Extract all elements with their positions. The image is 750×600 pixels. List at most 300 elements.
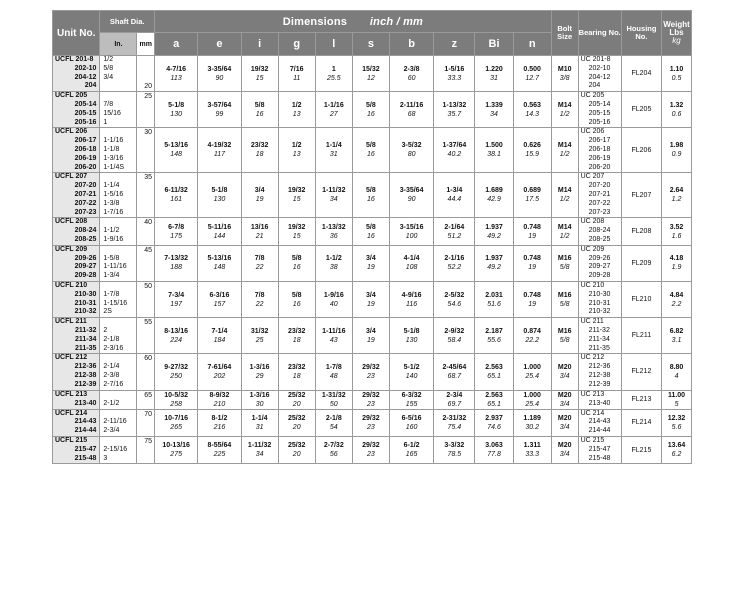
dim-cell-n: [513, 281, 551, 317]
dim-inch-value: 25/32: [287, 414, 306, 422]
dim-mm-value: 16: [366, 110, 375, 118]
table-row: [53, 318, 692, 354]
unit-no: 204: [84, 82, 97, 90]
bolt-inch: 3/4: [559, 372, 570, 380]
unit-no-cell: [53, 173, 100, 218]
shaft-inch: [100, 92, 136, 101]
unit-no: 210-30: [74, 290, 97, 298]
dim-inch-value: 19/32: [250, 65, 269, 73]
dim-inch-value: 1.937: [485, 255, 503, 263]
bearing-no-cell: [578, 92, 621, 128]
table-body: [53, 56, 692, 464]
unit-no: UCFL 212: [55, 354, 88, 362]
unit-no: 215-48: [74, 454, 97, 462]
dim-cell-s: [352, 318, 389, 354]
bearing-no-header: Bearing No.: [578, 11, 621, 56]
dim-inch-value: 29/32: [362, 363, 380, 371]
unit-no: 211-35: [74, 344, 97, 352]
unit-no: 204-12: [74, 73, 97, 81]
dim-cell-g: [278, 318, 315, 354]
dim-inch-value: 1-3/16: [249, 391, 270, 399]
unit-no: 209-27: [74, 263, 97, 271]
shaft-inch-cell: [100, 281, 137, 317]
weight-kg: 6.2: [671, 451, 682, 459]
dim-inch-value: 1-3/4: [446, 187, 463, 195]
bolt-metric: M16: [557, 291, 572, 299]
bearing-no-cell: [578, 318, 621, 354]
dim-cell-n: [513, 92, 551, 128]
bearing-no: 205-15: [588, 109, 611, 117]
dim-inch-value: 25/32: [287, 442, 306, 450]
housing-no: FL210: [621, 281, 661, 317]
unit-no-cell: [53, 409, 100, 436]
weight-lbs: 2.64: [669, 187, 684, 195]
housing-no: FL209: [621, 245, 661, 281]
unit-no: 210-31: [74, 299, 97, 307]
dim-inch-value: 1-9/16: [323, 291, 344, 299]
dim-mm-value: 197: [170, 300, 182, 308]
dim-inch-value: 9-27/32: [164, 363, 189, 371]
dim-mm-value: 34: [329, 196, 338, 204]
shaft-inch: 1-5/16: [103, 190, 124, 198]
shaft-inch-cell: [100, 409, 137, 436]
dim-cell-e: [198, 318, 241, 354]
dim-inch-value: 1-37/64: [442, 142, 467, 150]
bearing-no: 207-22: [588, 199, 611, 207]
dim-cell-a: [155, 354, 198, 390]
dim-mm-value: 40: [329, 300, 338, 308]
dim-inch-value: 2-45/64: [442, 363, 467, 371]
dim-mm-value: 116: [406, 300, 418, 308]
weight-lbs: 4.84: [669, 291, 684, 299]
dim-mm-value: 49.2: [487, 232, 501, 240]
dim-mm-value: 19: [528, 232, 537, 240]
dim-cell-bi: [475, 218, 513, 245]
unit-no: 205-14: [74, 100, 97, 108]
dim-cell-n: [513, 173, 551, 218]
dim-cell-n: [513, 354, 551, 390]
shaft-inch: [100, 410, 136, 419]
weight-kg: 3.1: [671, 336, 682, 344]
bearing-no: 214-43: [588, 418, 611, 426]
dim-mm-value: 224: [170, 336, 182, 344]
bolt-metric: M20: [557, 363, 572, 371]
unit-no: 207-23: [74, 208, 97, 216]
bearing-no: 204: [588, 82, 601, 90]
bolt-inch: 1/2: [559, 110, 570, 118]
weight-unit: kg: [672, 36, 681, 45]
dim-inch-value: 4-9/16: [401, 291, 422, 299]
dim-inch-value: 2.187: [485, 327, 503, 335]
dim-mm-value: 80: [407, 151, 416, 159]
weight-cell: [662, 390, 692, 409]
table-row: [53, 218, 692, 245]
dim-inch-value: 0.626: [523, 142, 541, 150]
dim-inch-value: 1.311: [523, 442, 541, 450]
bolt-metric: M20: [557, 414, 572, 422]
shaft-inch: 2-11/16: [103, 418, 127, 426]
dim-inch-value: 1.339: [485, 101, 503, 109]
dim-cell-bi: [475, 56, 513, 92]
dim-cell-z: [434, 354, 475, 390]
dim-inch-value: 5-1/8: [403, 327, 420, 335]
shaft-mm: 50: [137, 281, 155, 317]
col-header-g: g: [278, 33, 315, 56]
bearing-no-cell: [578, 409, 621, 436]
dim-inch-value: 3-3/32: [444, 442, 465, 450]
dim-cell-i: [241, 281, 278, 317]
shaft-inch-cell: [100, 318, 137, 354]
dim-mm-value: 78.5: [447, 451, 462, 459]
dim-inch-value: 2.031: [485, 291, 503, 299]
dim-mm-value: 52.2: [447, 264, 462, 272]
dim-inch-value: 5/8: [366, 101, 376, 109]
dim-inch-value: 4-19/32: [207, 142, 232, 150]
dim-cell-b: [389, 354, 433, 390]
dim-mm-value: 90: [215, 74, 224, 82]
weight-lbs: 1.32: [669, 101, 684, 109]
dim-cell-s: [352, 354, 389, 390]
dim-inch-value: 31/32: [250, 327, 269, 335]
unit-no: UCFL 210: [55, 281, 88, 289]
dim-inch-value: 10-5/32: [164, 391, 189, 399]
dim-cell-a: [155, 409, 198, 436]
dim-mm-value: 30: [255, 400, 264, 408]
dim-inch-value: 7-3/4: [168, 291, 185, 299]
dim-cell-i: [241, 245, 278, 281]
bolt-size-cell: [551, 128, 578, 173]
shaft-inch: 2-3/16: [103, 344, 124, 352]
bolt-inch: 3/4: [559, 423, 570, 431]
shaft-inch: 1-1/4S: [103, 163, 125, 171]
shaft-inch: 1-15/16: [103, 299, 128, 307]
dim-inch-value: 5-1/2: [403, 363, 420, 371]
dimensions-unit-label: inch / mm: [369, 15, 424, 28]
unit-no: 205-15: [74, 109, 97, 117]
shaft-inch: 2-1/4: [103, 363, 120, 371]
table-row: [53, 92, 692, 128]
weight-cell: [662, 56, 692, 92]
shaft-inch: [100, 246, 136, 255]
shaft-inch: 5/8: [103, 64, 114, 72]
dim-mm-value: 75.4: [447, 423, 462, 431]
dim-mm-value: 51.2: [447, 232, 462, 240]
shaft-inch: 1: [103, 118, 108, 126]
weight-cell: [662, 281, 692, 317]
dim-cell-a: [155, 128, 198, 173]
unit-no: UCFL 201-8: [55, 56, 94, 63]
dim-cell-s: [352, 245, 389, 281]
table-row: [53, 390, 692, 409]
shaft-mm: 75: [137, 436, 155, 463]
dim-cell-a: [155, 218, 198, 245]
dim-inch-value: 1.220: [485, 65, 503, 73]
shaft-mm: 40: [137, 218, 155, 245]
unit-no-cell: [53, 56, 100, 92]
dim-inch-value: 3/4: [254, 187, 265, 195]
dim-cell-i: [241, 354, 278, 390]
unit-no: 214-43: [74, 418, 97, 426]
col-header-i: i: [241, 33, 278, 56]
dim-cell-i: [241, 436, 278, 463]
dim-inch-value: 5-1/8: [168, 101, 185, 109]
bolt-inch: 1/2: [559, 196, 570, 204]
dim-cell-s: [352, 56, 389, 92]
dim-inch-value: 5/8: [366, 142, 376, 150]
dim-mm-value: 14.3: [525, 110, 539, 118]
shaft-mm: 35: [137, 173, 155, 218]
dim-cell-b: [389, 436, 433, 463]
weight-kg: 0.9: [671, 151, 682, 159]
dim-inch-value: 6-3/16: [209, 291, 230, 299]
dim-cell-i: [241, 218, 278, 245]
dim-mm-value: 25.4: [525, 372, 539, 380]
dim-inch-value: 3.063: [485, 442, 503, 450]
dim-inch-value: 25/32: [287, 391, 306, 399]
shaft-inch-cell: [100, 173, 137, 218]
shaft-inch: 1-1/8: [103, 145, 120, 153]
dim-cell-s: [352, 436, 389, 463]
dim-inch-value: 2-3/4: [446, 391, 463, 399]
dim-cell-g: [278, 409, 315, 436]
bolt-metric: M16: [557, 255, 572, 263]
dim-cell-n: [513, 318, 551, 354]
col-header-b: b: [389, 33, 433, 56]
bearing-no: 204-12: [588, 73, 611, 81]
unit-no: 206-17: [74, 137, 97, 145]
dim-mm-value: 16: [366, 151, 375, 159]
dim-inch-value: 3/4: [366, 291, 376, 299]
dim-cell-g: [278, 56, 315, 92]
dim-mm-value: 225: [213, 451, 226, 459]
bearing-no: 209-26: [588, 254, 611, 262]
bearing-no-cell: [578, 390, 621, 409]
dim-inch-value: 7/8: [254, 255, 265, 263]
dim-inch-value: 6-11/32: [164, 187, 188, 195]
dim-inch-value: 5/8: [291, 255, 302, 263]
unit-no: 214-44: [74, 427, 97, 435]
dim-cell-z: [434, 409, 475, 436]
col-header-l: l: [315, 33, 352, 56]
shaft-inch: 2-3/4: [103, 427, 120, 435]
dim-cell-bi: [475, 92, 513, 128]
shaft-inch: 7/8: [103, 100, 114, 108]
dim-mm-value: 60: [407, 74, 416, 82]
bearing-no: 207-23: [588, 208, 611, 216]
dim-cell-a: [155, 436, 198, 463]
shaft-inch: 1-1/2: [103, 227, 120, 235]
dim-inch-value: 1-13/32: [321, 223, 346, 231]
dim-mm-value: 54: [329, 423, 338, 431]
dim-cell-n: [513, 245, 551, 281]
dim-inch-value: 2-1/16: [444, 255, 465, 263]
dim-mm-value: 33.3: [525, 451, 539, 459]
dim-mm-value: 17.5: [525, 196, 539, 204]
bearing-no: 206-20: [588, 163, 611, 171]
dim-cell-g: [278, 436, 315, 463]
dim-inch-value: 10-7/16: [164, 414, 189, 422]
dim-cell-a: [155, 281, 198, 317]
dim-inch-value: 7-61/64: [207, 363, 232, 371]
dim-inch-value: 0.689: [523, 187, 541, 195]
unit-no: UCFL 211: [55, 318, 87, 326]
dim-inch-value: 1.000: [523, 391, 541, 399]
dim-inch-value: 1-11/32: [247, 442, 272, 450]
dim-mm-value: 157: [213, 300, 226, 308]
housing-no: FL215: [621, 436, 661, 463]
unit-no-cell: [53, 245, 100, 281]
dim-cell-bi: [475, 390, 513, 409]
dim-mm-value: 54.6: [447, 300, 462, 308]
bearing-no: 210-30: [588, 290, 611, 298]
table-row: [53, 56, 692, 92]
dim-mm-value: 40.2: [447, 151, 462, 159]
bearing-no-cell: [578, 173, 621, 218]
unit-no: 206-18: [74, 145, 97, 153]
bolt-inch: 3/4: [559, 400, 570, 408]
dim-cell-b: [389, 390, 433, 409]
bolt-size-cell: [551, 281, 578, 317]
dim-mm-value: 74.6: [487, 423, 501, 431]
weight-cell: [662, 245, 692, 281]
dim-inch-value: 1.500: [485, 142, 503, 150]
dim-mm-value: 77.8: [487, 451, 501, 459]
dim-cell-g: [278, 92, 315, 128]
dim-cell-bi: [475, 245, 513, 281]
weight-kg: 1.2: [671, 196, 682, 204]
bearing-no: 206-18: [588, 145, 611, 153]
bearing-no: 209-28: [588, 272, 611, 280]
shaft-inch: 2-3/8: [103, 371, 120, 379]
dim-mm-value: 165: [405, 451, 418, 459]
unit-no: 210-32: [74, 308, 97, 316]
dim-inch-value: 3/4: [366, 327, 376, 335]
weight-kg: 1.6: [671, 232, 682, 240]
unit-no: 211-32: [74, 326, 97, 334]
shaft-inch: [100, 354, 136, 363]
weight-cell: [662, 409, 692, 436]
dim-inch-value: 1-5/16: [444, 65, 465, 73]
dim-cell-bi: [475, 318, 513, 354]
housing-no: FL212: [621, 354, 661, 390]
bearing-no: 209-27: [588, 263, 611, 271]
bolt-metric: M14: [557, 142, 572, 150]
dim-mm-value: 12: [366, 74, 375, 82]
shaft-inch-cell: [100, 245, 137, 281]
dim-mm-value: 34: [490, 110, 498, 118]
dim-mm-value: 65.1: [487, 372, 501, 380]
housing-no: FL214: [621, 409, 661, 436]
dim-cell-l: [315, 436, 352, 463]
dim-mm-value: 258: [170, 400, 182, 408]
dim-cell-e: [198, 281, 241, 317]
spec-table-container: [52, 10, 692, 464]
dim-inch-value: 5-13/16: [207, 255, 232, 263]
dim-cell-n: [513, 218, 551, 245]
dim-cell-e: [198, 390, 241, 409]
weight-lbs: 1.98: [669, 142, 684, 150]
dim-cell-n: [513, 409, 551, 436]
dim-mm-value: 130: [170, 110, 182, 118]
shaft-inch: 3: [103, 454, 108, 462]
dim-inch-value: 0.500: [523, 65, 541, 73]
dim-mm-value: 15.9: [525, 151, 539, 159]
unit-no-cell: [53, 128, 100, 173]
dim-mm-value: 155: [405, 400, 418, 408]
dim-mm-value: 48: [329, 372, 338, 380]
weight-lbs: 8.80: [669, 363, 684, 371]
dim-cell-z: [434, 318, 475, 354]
dim-mm-value: 27: [329, 110, 338, 118]
bolt-metric: M14: [557, 101, 572, 109]
weight-lbs: 13.64: [667, 442, 686, 450]
bolt-size-cell: [551, 409, 578, 436]
dim-mm-value: 161: [170, 196, 182, 204]
dim-mm-value: 265: [170, 423, 182, 431]
bearing-no: 205-16: [588, 118, 611, 126]
dim-inch-value: 6-7/8: [168, 223, 185, 231]
dim-cell-a: [155, 318, 198, 354]
dim-mm-value: 16: [292, 264, 301, 272]
dim-cell-z: [434, 436, 475, 463]
bearing-no: 210-31: [588, 299, 611, 307]
unit-no: 213-40: [74, 399, 97, 407]
shaft-mm: 65: [137, 390, 155, 409]
shaft-inch: 1-3/16: [103, 154, 124, 162]
housing-no: FL204: [621, 56, 661, 92]
dim-inch-value: 2-1/8: [325, 414, 342, 422]
dim-inch-value: 2-5/32: [444, 291, 465, 299]
shaft-inch: 1-1/16: [103, 137, 124, 145]
weight-cell: [662, 318, 692, 354]
dim-inch-value: 5/8: [254, 101, 265, 109]
shaft-in-header: In.: [100, 33, 137, 56]
dim-mm-value: 18: [292, 372, 301, 380]
bearing-no: UC 201-8: [580, 56, 611, 63]
dim-cell-e: [198, 245, 241, 281]
dim-mm-value: 29: [255, 372, 264, 380]
dim-mm-value: 113: [170, 74, 182, 82]
dim-inch-value: 0.874: [523, 327, 541, 335]
shaft-mm: 60: [137, 354, 155, 390]
dim-inch-value: 0.748: [523, 255, 541, 263]
dim-mm-value: 184: [213, 336, 226, 344]
weight-cell: [662, 128, 692, 173]
unit-no-header: Unit No.: [53, 11, 100, 56]
dim-inch-value: 29/32: [362, 391, 380, 399]
dim-mm-value: 216: [213, 423, 226, 431]
dim-cell-n: [513, 56, 551, 92]
bearing-no: UC 205: [580, 92, 605, 100]
dim-cell-e: [198, 92, 241, 128]
unit-no: 205-16: [74, 118, 97, 126]
dim-cell-i: [241, 92, 278, 128]
dim-mm-value: 15: [292, 232, 301, 240]
dim-mm-value: 55.6: [487, 336, 501, 344]
shaft-mm-header: mm: [137, 33, 155, 56]
dim-mm-value: 36: [329, 232, 338, 240]
bolt-metric: M14: [557, 223, 572, 231]
shaft-inch: 2S: [103, 308, 112, 316]
dim-inch-value: 7-1/4: [211, 327, 228, 335]
unit-no-cell: [53, 92, 100, 128]
dim-cell-e: [198, 128, 241, 173]
dim-inch-value: 3-35/64: [399, 187, 424, 195]
dim-inch-value: 29/32: [362, 442, 380, 450]
dim-inch-value: 5-1/8: [211, 187, 228, 195]
dim-mm-value: 19: [366, 300, 375, 308]
weight-lbs: 4.18: [669, 255, 684, 263]
